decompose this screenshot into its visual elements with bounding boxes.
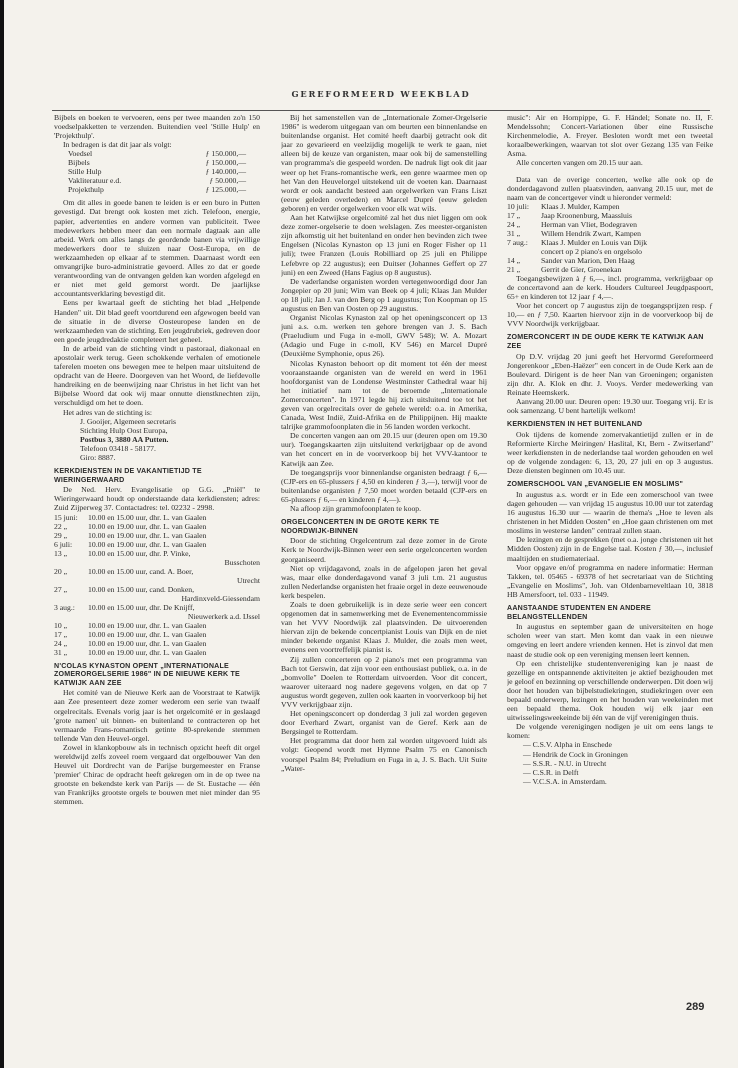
budget-row (68, 185, 246, 194)
service-date: 3 aug.: (54, 602, 75, 612)
column-3 (507, 113, 713, 1003)
section-heading: ZOMERCONCERT IN DE OUDE KERK TE KATWIJK AAN ZEE (507, 333, 704, 350)
service-row (54, 531, 260, 540)
concert-date (507, 247, 541, 256)
service-row (54, 603, 260, 612)
service-text: 10.00 en 19.00 uur, dhr. L. van Gaalen (88, 638, 207, 648)
concert-name: Sander van Marion, Den Haag (541, 255, 635, 265)
concert-name: Klaas J. Mulder, Kampen (541, 201, 620, 211)
service-row (54, 621, 260, 630)
service-row (54, 648, 260, 657)
service-place-row (54, 612, 260, 621)
concert-date: 31 „ (507, 228, 521, 238)
concert-row (507, 238, 713, 247)
address-line: Giro: 8887. (80, 453, 116, 462)
spacer (54, 612, 88, 621)
service-row (54, 639, 260, 648)
concert-name: Jaap Kroonenburg, Maassluis (541, 210, 633, 220)
concert-date: 14 „ (507, 255, 521, 265)
concert-name: Herman van Vliet, Bodegraven (541, 219, 637, 229)
service-row (54, 630, 260, 639)
concert-date: 7 aug.: (507, 237, 528, 247)
paragraph: De volgende verenigingen nodigen je uit om eens langs te komen: (507, 722, 713, 741)
list-item: — C.S.R. in Delft (523, 767, 579, 777)
budget-label: Bijbels (68, 158, 90, 168)
service-text: 10.00 en 15.00 uur, dhr. L. van Gaalen (88, 512, 207, 522)
paragraph: Het programma dat door hem zal worden uitgevoerd luidt als volgt: Geopend wordt met Hymne Psalm 75 en Canonisch voorspel Psalm 84; Preludium en Fuga in a, J. S. Bach. Uit Suite „Water- (281, 736, 487, 773)
budget-amount: ƒ 150.000,— (205, 158, 246, 168)
paragraph: Alle concerten vangen om 20.15 uur aan. (516, 158, 643, 168)
service-text: 10.00 en 15.00 uur, dhr. De Knijff, (88, 602, 195, 612)
paragraph: Om dit alles in goede banen te leiden is er een buro in Putten gevestigd. Dat brengt ook kosten met zich. Telefoon, energie, papier, advertenties en andere vormen van publiciteit. Twee medewerkers hebben meer dan een normale dagtaak aan alle arbeid. Werk om alles langs de geordende banen via vrijwillige medewerkers door te sluizen naar Oost-Europa, en de werkzaamheden op elkaar af te stemmen. Daarnaast wordt een omvangrijke buro-administratie gevoerd. Alles zo dat er goede verantwoording van de ontvangen gelden kan worden afgelegd en er niet met geld gemorst wordt. De jaarlijkse accountantsverklaring bevestigd dit. (54, 198, 260, 299)
section-heading: AANSTAANDE STUDENTEN EN ANDERE BELANGSTELLENDEN (507, 604, 651, 621)
budget-amount: ƒ 150.000,— (205, 149, 246, 159)
address-line: Postbus 3, 3880 AA Putten. (80, 434, 169, 444)
spacer (54, 594, 88, 603)
concert-schedule (507, 202, 713, 274)
paragraph: Toegangsbewijzen à ƒ 6,—, incl. programma, verkrijgbaar op de concertavond aan de kerk. Houders Cultureel Jeugdpaspoort, 65+ en kinderen tot 12 jaar ƒ 4,—. (507, 273, 713, 302)
paragraph: De lezingen en de gesprekken (met o.a. jonge christenen uit het Midden Oosten) zijn in de Engelse taal. Kosten ƒ 30,—, inclusief maaltijden en studiemateriaal. (507, 535, 713, 563)
list-item: — V.C.S.A. in Amsterdam. (523, 776, 607, 786)
service-date: 29 „ (54, 530, 68, 540)
paragraph: Data van de overige concerten, welke alle ook op de donderdagavond zullen plaatsvinden, aanvang 20.15 uur, met de naam van de concertgever vindt u hieronder vermeld: (507, 174, 713, 202)
spacer (54, 576, 88, 585)
paragraph: De concerten vangen aan om 20.15 uur (deuren open om 19.30 uur). Toegangskaarten zijn uitsluitend verkrijgbaar op de avond van het concert en in de voorverkoop bij het VVV-kantoor te Katwijk aan Zee. (281, 431, 487, 468)
service-text: 10.00 en 19.00 uur, dhr. L. van Gaalen (88, 620, 207, 630)
service-row (54, 585, 260, 594)
service-text: 10.00 en 19.00 uur, dhr. L. van Gaalen (88, 539, 207, 549)
club-list (523, 740, 713, 785)
paragraph: De toegangsprijs voor binnenlandse organisten bedraagt ƒ 6,— (CJP-ers en 65-plussers ƒ 4,50 en kinderen ƒ 3,—), terwijl voor de buitenlandse organisten ƒ 7,50 moet worden betaald (CJP-ers en 65-plussers ƒ 6,— en kinderen ƒ 4,—). (281, 467, 487, 504)
service-row (54, 549, 260, 558)
service-place-row (54, 558, 260, 567)
concert-row (507, 247, 713, 256)
paragraph: Het openingsconcert op donderdag 3 juli zal worden gegeven door Everhard Zwart, organist van de Geref. Kerk aan de Bergsingel te Rotterdam. (281, 709, 487, 737)
service-place-row (54, 594, 260, 603)
service-row (54, 567, 260, 576)
column-2 (281, 113, 487, 1003)
service-place: Utrecht (236, 575, 260, 585)
service-date: 31 „ (54, 647, 68, 657)
concert-name: Klaas J. Mulder en Louis van Dijk (541, 237, 648, 247)
paragraph: Voor het concert op 7 augustus zijn de toegangsprijzen resp. ƒ 10,— en ƒ 7,50. Kaarten hiervoor zijn in de voorverkoop bij de VVV Noordwijk verkrijgbaar. (507, 301, 713, 329)
service-text: 10.00 en 15.00 uur, dhr. P. Vinke, (88, 548, 191, 558)
concert-date: 17 „ (507, 210, 521, 220)
concert-row (507, 202, 713, 211)
paragraph: Zowel in klankopbouw als in technisch opzicht heeft dit orgel wereldwijd zelfs zoveel roem vergaard dat orgelbouwer Van den Heuvel uit Dordrecht van de Parijse burgemeester en Franse 'premier' Chirac de opdracht heeft gekregen om in de op twee na grootste en bekendste kerk van Parijs — de St. Eustache — één van Frankrijks grootste orgels te bouwen met niet minder dan 95 stemmen. (54, 742, 260, 807)
budget-row (68, 176, 246, 185)
concert-date: 21 „ (507, 264, 521, 274)
paragraph: Niet op vrijdagavond, zoals in de afgelopen jaren het geval was, maar elke donderdagavond vanaf 3 juli t.m. 21 augustus zullen Nederlandse organisten het fraaie orgel in deze eeuwenoude kerk bespelen. (281, 563, 487, 600)
service-text: 10.00 en 19.00 uur, dhr. L. van Gaalen (88, 629, 207, 639)
page-header (52, 86, 710, 111)
paragraph: De Ned. Herv. Evangelisatie op G.G. „Pniël" te Wieringerwaard houdt op onderstaande data kerkdiensten; adres: Zuid Zijperweg 37. Contactadres: tel. 02232 - 2998. (54, 485, 260, 513)
column-1 (54, 113, 260, 1003)
concert-row (507, 211, 713, 220)
paragraph: music": Air en Hornpippe, G. F. Händel; Sonate no. II, F. Mendelssohn; Concert-Variationen über eine Russische Kirchenmelodie, A. Freyer. Besloten wordt met een tweetal koraalbewerkingen, waarvan tot slot over Gezang 135 van Feike Asma. (507, 113, 713, 159)
paragraph: Bijbels en boeken te vervoeren, eens per twee maanden zo'n 150 voedselpakketten te verzenden. Buitendien veel 'Stille Hulp' en 'Projekthulp'. (54, 113, 260, 141)
service-schedule (54, 513, 260, 657)
budget-label: Vakliteratuur e.d. (68, 176, 122, 186)
budget-amount: ƒ 50.000,— (209, 176, 246, 186)
paragraph: In bedragen is dat dit jaar als volgt: (63, 140, 172, 150)
budget-row (68, 158, 246, 167)
concert-name: concert op 2 piano's en orgelsolo (541, 246, 642, 256)
paragraph: Zoals te doen gebruikelijk is in deze serie weer een concert opgenomen dat in samenwerking met de Evenementencommissie van het VVV Noordwijk zal plaatsvinden. De uitvoerenden hiervan zijn de bekende concertpianist Louis van Dijk en de niet minder bekende organist Klaas J. Mulder, die zoals men weet, evenens een voortreffelijk pianist is. (281, 599, 487, 655)
list-item: — Hendrik de Cock in Groningen (523, 749, 628, 759)
paragraph: Organist Nicolas Kynaston zal op het openingsconcert op 13 juni a.s. o.m. werken ten gehore brengen van J. S. Bach (Praeludium und Fuga in e-moll, GWV 548); W. A. Mozart (Adagio und Fuge in c-moll, KV 546) en Marcel Dupré (Deuxième Symphonie, opus 26). (281, 313, 487, 359)
service-date: 20 „ (54, 566, 68, 576)
list-item: — C.S.V. Alpha in Enschede (523, 740, 612, 750)
service-row (54, 540, 260, 549)
service-row (54, 513, 260, 522)
section-heading: N'COLAS KYNASTON OPENT „INTERNATIONALE ZOMERORGELSERIE 1986" IN DE NIEUWE KERK TE KATWIJK AAN ZEE (54, 661, 240, 687)
concert-row (507, 229, 713, 238)
paragraph: In augustus a.s. wordt er in Ede een zomerschool van twee dagen gehouden — van vrijdag 15 augustus 10.00 uur tot zaterdag 16 augustus 16.30 uur — waarin de thema's „Hoe te leven als christenen in het Midden Oosten" en „Hoe gaan christenen om met moslims in westerse landen" centraal zullen staan. (507, 489, 713, 536)
service-place: Hardinxveld-Giessendam (181, 593, 260, 603)
section-heading: KERKDIENSTEN IN DE VAKANTIETIJD TE WIERINGERWAARD (54, 467, 202, 484)
publication-title: GEREFORMEERD WEEKBLAD (291, 89, 471, 99)
address-block (80, 417, 260, 462)
paragraph: In augustus en september gaan de universiteiten en hoge scholen weer van start. Men komt dan vaak in een nieuwe omgeving en leert andere vrienden kennen. Het is zinvol dat men naast de studie ook op een vereniging mensen leert kennen. (507, 622, 713, 659)
paragraph: Het comité van de Nieuwe Kerk aan de Voorstraat te Katwijk aan Zee presenteert deze zomer wederom een serie van twaalf orgelrecitals. Evenals vorig jaar is het orgelcomité er in geslaagd 'grote namen' uit binnen- en buitenland te contracteren op het vermaarde Frans-romantisch getinte 80-sprekende stemmen tellende Van den Heuvel-orgel. (54, 688, 260, 743)
list-item: — S.S.R. - N.U. in Utrecht (523, 758, 607, 768)
paragraph: Zij zullen concerteren op 2 piano's met een programma van Bach tot Gerswin, dat zijn voor een enthousiast publiek, o.a. in de „bomvolle" Doelen te Rotterdam uitvoerden. Voor dit concert, waarover uiteraard nog nadere gegevens volgen, en dat op 7 augustus wordt gegeven, zullen ook kaarten in voorverkoop bij het VVV verkrijgbaar zijn. (281, 654, 487, 709)
paragraph: Aan het Katwijkse orgelcomité zal het dus niet liggen om ook deze zomer-orgelserie te doen welslagen. Zes meester-organisten zijn afkomstig uit het buitenland en onder hen bevinden zich twee Engelsen (Nicolas Kynaston op 13 juni en Roger Fisher op 11 juli); twee Franzen (Louis Robilliard op 25 juli en Philippe Lefebvre op 22 augustus); een Duitser (Johannes Geffert op 27 juni) en een Zweed (Hans Fagius op 8 augustus). (281, 213, 487, 277)
service-date: 24 „ (54, 638, 68, 648)
scan-edge (0, 0, 4, 1068)
spacer (54, 558, 88, 567)
budget-row (68, 149, 246, 158)
address-line: Stichting Hulp Oost Europa, (80, 425, 168, 435)
service-text: 10.00 en 19.00 uur, dhr. L. van Gaalen (88, 647, 207, 657)
concert-row (507, 265, 713, 274)
service-date: 22 „ (54, 521, 68, 531)
page-number: 289 (686, 1001, 705, 1013)
address-line: J. Gooijer, Algemeen secretaris (80, 416, 176, 426)
concert-row (507, 220, 713, 229)
service-place: Nieuwerkerk a.d. IJssel (187, 611, 260, 621)
service-date: 10 „ (54, 620, 68, 630)
service-text: 10.00 en 15.00 uur, cand. A. Boer, (88, 566, 194, 576)
budget-table (68, 149, 246, 194)
paragraph: Eens per kwartaal geeft de stichting het blad „Helpende Handen" uit. Dit blad geeft voortdurend een afgewogen beeld van de situatie in de diverse Oosteuropese landen en de werkzaamheden van de stichting. Een jeugdrubriek, gedreven door een goede jeugdredaktie completeert het geheel. (54, 298, 260, 344)
section-heading: ORGELCONCERTEN IN DE GROTE KERK TE NOORDWIJK-BINNEN (281, 518, 440, 535)
concert-date: 24 „ (507, 219, 521, 229)
section-heading: ZOMERSCHOOL VAN „EVANGELIE EN MOSLIMS" (507, 480, 684, 489)
service-row (54, 522, 260, 531)
paragraph: Het adres van de stichting is: (63, 407, 153, 417)
address-line: Telefoon 03418 - 58177. (80, 443, 156, 453)
budget-label: Projekthulp (68, 185, 104, 195)
paragraph: Door de stichting Orgelcentrum zal deze zomer in de Grote Kerk te Noordwijk-Binnen weer een serie orgelconcerten worden georganiseerd. (281, 536, 487, 564)
concert-row (507, 256, 713, 265)
paragraph: Ook tijdens de komende zomervakantietijd zullen er in de Reformierte Kirche Meiringen/ Haslital, Kt, Bern - Zwitserland" weer kerkdiensten in de nederlandse taal worden gehouden en wel op de volgende zondagen: 6, 13, 20, 27 juli en op 3 augustus. Deze diensten beginnen om 10.45 uur. (507, 429, 713, 476)
service-place: Busschoten (224, 557, 260, 567)
service-text: 10.00 en 19.00 uur, dhr. L. van Gaalen (88, 530, 207, 540)
budget-label: Voedsel (68, 149, 93, 159)
budget-label: Stille Hulp (68, 167, 102, 177)
concert-name: Willem Hendrik Zwart, Kampen (541, 228, 642, 238)
service-date: 17 „ (54, 629, 68, 639)
concert-date: 10 juli: (507, 201, 529, 211)
service-text: 10.00 en 19.00 uur, dhr. L. van Gaalen (88, 521, 207, 531)
paragraph: In de arbeid van de stichting vindt u pastoraal, diakonaal en apostolair werk terug. Geen schokkende verhalen of emotionele taferelen moeten ons bewegen mee te helpen maar uitsluitend de opdracht van de Heere. Doorgeven van het Woord, de liefdevolle handreiking en de beenwijzing naar Christus in het licht van het Bijbelse Woord dat ook wij maar onnutte dienstknechten zijn, verschuldigd om het te doen. (54, 343, 260, 408)
paragraph: Na afloop zijn grammofoonplaten te koop. (290, 504, 422, 514)
paragraph: Op een christelijke studentenvereniging kan je naast de gezellige en ontspannende aktiviteiten je aktief bezighouden met je geloof en bezinning op verschillende onderwerpen. Dit doen wij door het houden van bijbelstudiekringen, studiekringen over een bepaald onderwerp, lezingen en het houden van weekeinden met een bepaald thema. Ook houden wij elk jaar een uitwisselingsweekeinde bij één van de vijf verenigingen thuis. (507, 658, 713, 723)
service-text: 10.00 en 15.00 uur, cand. Donken, (88, 584, 195, 594)
budget-amount: ƒ 140.000,— (205, 167, 246, 177)
concert-name: Gerrit de Gier, Groenekan (541, 264, 622, 274)
paragraph: Op D.V. vrijdag 20 juni geeft het Hervormd Gereformeerd Jongerenkoor „Eben-Haëzer" een concert in de Oude Kerk aan de Boulevard. Dirigent is de heer Nan van Groeningen; organisten zijn dhr. A. Klok en dhr. J. Vooys. Verder medewerking van Reinate Heemskerk. (507, 351, 713, 397)
paragraph: Nicolas Kynaston behoort op dit moment tot één der meest vooraanstaande organisten van de wereld en werd in 1961 hoofdorganist van de Londense Westminster Cathedral waar hij het initiatief nam tot de beroemde „Internationale Zomerconcerten". In 1971 legde hij zich uitsluitend toe tot het geven van orgelrecitals over de gehele wereld: o.a. in Amerika, Canada, West Indië, Zuid-Afrika en de Philippijnen. Hij maakte talrijke grammofoonplaten die in 56 landen worden verkocht. (281, 358, 487, 432)
paragraph: De vaderlandse organisten worden vertegenwoordigd door Jan Jongepier op 20 juni; Wim van Beek op 4 juli; Klaas Jan Mulder op 18 juli; Jan J. van den Berg op 1 augustus; Ton Koopman op 15 augustus en Ben van Oosten op 29 augustus. (281, 276, 487, 313)
service-date: 13 „ (54, 548, 68, 558)
paragraph: Bij het samenstellen van de „Internationale Zomer-Orgelserie 1986" is wederom uitgegaan van om beurten een binnenlandse en buitenlandse organist. Het comité heeft daarbij getracht ook dit jaar zo gevarieerd en veelzijdig mogelijk te werk te gaan, niet alleen bij de keuze van organisten, maar ook bij de samenstelling van programma's die gespeeld worden. De nadruk ligt ook dit jaar weer op het Frans-romantische werk, een genre waarmee men op het Van den Heuvelorgel uitstekend uit de voeten kan. Daarnaast wordt er ook aandacht besteed aan orgelwerken van Frans Liszt (eeuw geleden overleden) en Marcel Dupré (eeuw geleden geboren) en verder orgelwerken voor elk wat wils. (281, 113, 487, 213)
service-date: 15 juni: (54, 512, 78, 522)
service-place-row (54, 576, 260, 585)
service-date: 27 „ (54, 584, 68, 594)
section-heading: KERKDIENSTEN IN HET BUITENLAND (507, 420, 643, 429)
budget-row (68, 167, 246, 176)
service-date: 6 juli: (54, 539, 73, 549)
paragraph: Voor opgave en/of programma en nadere informatie: Herman Takken, tel. 05465 - 69378 of het secretariaat van de Stichting „Evangelie en Moslims", Joh. van Oldenbarneveltlaan 10, 3818 HB Amersfoort, tel. 033 - 11949. (507, 562, 713, 599)
paragraph: Aanvang 20.00 uur. Deuren open: 19.30 uur. Toegang vrij. Er is ook samenzang. U bent hartelijk welkom! (507, 397, 713, 416)
budget-amount: ƒ 125.000,— (205, 185, 246, 195)
